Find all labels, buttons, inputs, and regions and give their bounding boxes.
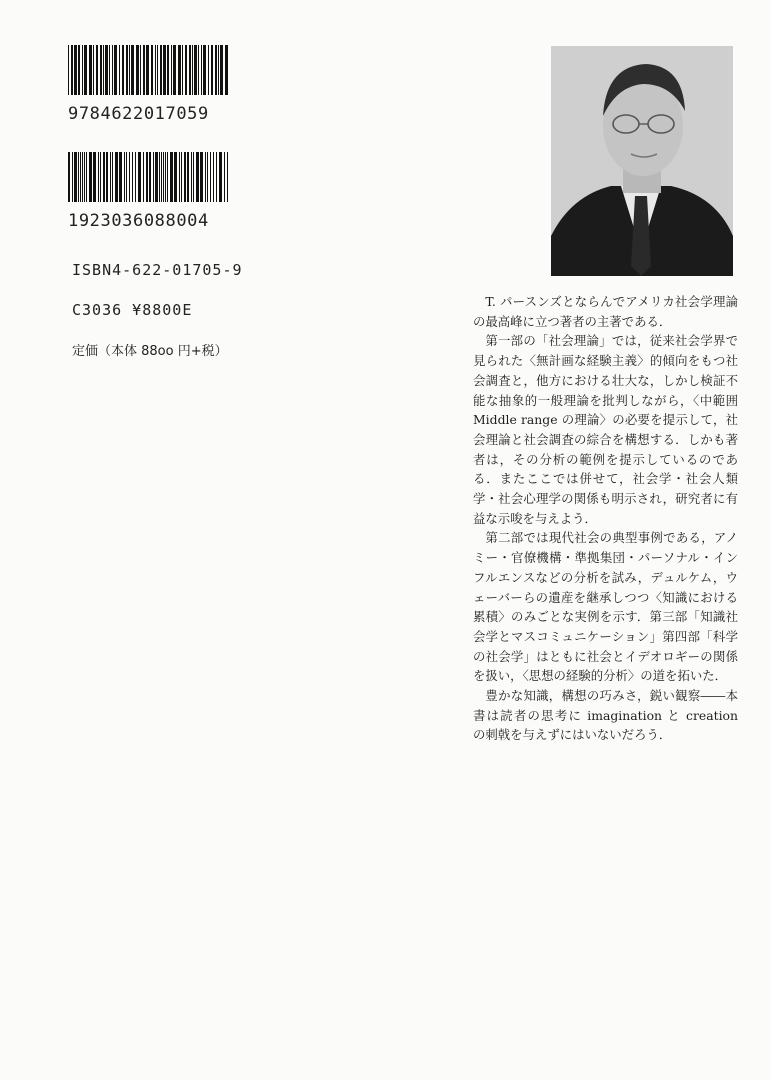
- barcode-bar: [182, 45, 183, 95]
- barcode-bar: [74, 152, 77, 202]
- barcode-bar: [192, 45, 193, 95]
- barcode-bar: [179, 152, 180, 202]
- barcode-bar: [124, 152, 125, 202]
- barcode-bar: [193, 152, 194, 202]
- barcode-bar: [220, 45, 223, 95]
- barcode-bar: [93, 45, 94, 95]
- author-portrait-photo: [551, 46, 733, 276]
- barcode-bar: [72, 152, 73, 202]
- barcode-bar: [112, 45, 113, 95]
- barcode-bar: [110, 152, 111, 202]
- barcode-bar: [149, 152, 151, 202]
- barcode-bar: [93, 152, 96, 202]
- barcode-bar: [165, 152, 166, 202]
- barcode-bar: [131, 45, 134, 95]
- price-barcode-number: 1923036088004: [68, 211, 209, 231]
- barcode-bar: [198, 45, 199, 95]
- barcode-bar: [208, 45, 209, 95]
- barcode-bar: [126, 152, 127, 202]
- barcode-bar: [135, 152, 136, 202]
- barcode-bar: [100, 45, 102, 95]
- barcode-bar: [167, 45, 169, 95]
- barcode-bar: [103, 45, 104, 95]
- barcode-bar: [126, 45, 128, 95]
- barcode-bar: [196, 152, 199, 202]
- barcode-bar: [205, 152, 206, 202]
- barcode-bar: [163, 45, 166, 95]
- barcode-bar: [112, 152, 113, 202]
- barcode-bar: [157, 45, 158, 95]
- barcode-bar: [114, 45, 117, 95]
- barcode-bar: [136, 45, 139, 95]
- description-paragraph-2: 第一部の「社会理論」では，従来社会学界で見られた〈無計画な経験主義〉的傾向をもつ社会調査と，他方における壮大な，しかし検証不能な抽象的一般理論を批判しながら，〈中範囲 Middle range の理論〉の必要を提示して，社会理論と社会調査の綜合を構想する．しかも著者は，その分析の範例を提示しているのである．またここでは併せて，社会学・社会人類学・社会心理学の関係も明示され，研究者に有益な示唆を与えよう．: [473, 333, 738, 526]
- barcode-bar: [140, 45, 141, 95]
- barcode-bar: [216, 152, 217, 202]
- barcode-bar: [82, 152, 83, 202]
- barcode-bar: [218, 45, 219, 95]
- barcode-bar: [119, 152, 122, 202]
- barcode-bar: [210, 152, 211, 202]
- barcode-bar: [225, 45, 228, 95]
- description-paragraph-3: 第二部では現代社会の典型事例である，アノミー・官僚機構・準拠集団・パーソナル・インフルエンスなどの分析を試み，デュルケム，ウェーバーらの遺産を継承しつつ〈知識における累積〉のみごとな実例を示す．第三部「知識社会学とマスコミュニケーション」第四部「科学の社会学」はともに社会とイデオロギーの関係を扱い，〈思想の経験的分析〉の道を拓いた．: [473, 530, 738, 684]
- barcode-bar: [187, 152, 189, 202]
- barcode-bar: [119, 45, 120, 95]
- barcode-bar: [174, 152, 177, 202]
- barcode-bar: [89, 45, 92, 95]
- barcode-bar: [161, 152, 162, 202]
- barcode-bar: [68, 152, 70, 202]
- barcode-bar: [82, 45, 83, 95]
- barcode-bar: [146, 152, 148, 202]
- barcode-bar: [184, 152, 186, 202]
- barcode-bar: [132, 152, 133, 202]
- barcode-bar: [224, 152, 225, 202]
- barcode-bar: [106, 152, 108, 202]
- barcode-bar: [155, 152, 158, 202]
- barcode-bar: [189, 45, 191, 95]
- barcode-bar: [143, 152, 144, 202]
- barcode-bar: [200, 152, 203, 202]
- barcode-bar: [160, 45, 162, 95]
- barcode-bar: [181, 152, 182, 202]
- barcode-bar: [78, 45, 80, 95]
- barcode-bar: [143, 45, 145, 95]
- barcode-bar: [173, 45, 176, 95]
- barcode-bar: [129, 152, 130, 202]
- barcode-bar: [78, 152, 79, 202]
- ean-barcode-number: 9784622017059: [68, 104, 209, 124]
- barcode-bar: [86, 152, 87, 202]
- barcode-bar: [155, 45, 156, 95]
- price-barcode: [68, 152, 228, 202]
- barcode-bar: [203, 45, 206, 95]
- barcode-bar: [219, 152, 222, 202]
- barcode-bar: [178, 45, 181, 95]
- barcode-bar: [80, 152, 81, 202]
- isbn-text: ISBN4-622-01705-9: [72, 261, 243, 279]
- barcode-bar: [68, 45, 69, 95]
- author-portrait-icon: [551, 46, 733, 276]
- barcode-bar: [105, 45, 108, 95]
- description-paragraph-1: T. パースンズとならんでアメリカ社会学理論の最高峰に立つ著者の主著である．: [473, 294, 738, 329]
- ean-barcode: [68, 45, 228, 95]
- barcode-bar: [167, 152, 168, 202]
- description-paragraph-4: 豊かな知識，構想の巧みさ，鋭い観察――本書は読者の思考に imagination と creation の刺戟を与えずにはいないだろう．: [473, 688, 738, 743]
- book-description: [473, 292, 738, 745]
- barcode-bar: [100, 152, 101, 202]
- barcode-bar: [163, 152, 164, 202]
- barcode-bar: [159, 152, 160, 202]
- barcode-bar: [151, 45, 153, 95]
- barcode-bar: [84, 152, 85, 202]
- barcode-bar: [103, 152, 105, 202]
- barcode-bar: [153, 152, 154, 202]
- barcode-bar: [84, 45, 87, 95]
- barcode-bar: [89, 152, 92, 202]
- price-text: 定価（本体 88oo 円+税）: [72, 344, 228, 359]
- barcode-bar: [171, 45, 172, 95]
- barcode-bar: [211, 45, 213, 95]
- barcode-bar: [96, 45, 98, 95]
- barcode-bar: [71, 45, 73, 95]
- barcode-bar: [138, 152, 141, 202]
- barcode-bar: [129, 45, 130, 95]
- barcode-bar: [194, 45, 197, 95]
- barcode-bar: [122, 45, 124, 95]
- barcode-bar: [146, 45, 149, 95]
- barcode-bar: [170, 152, 173, 202]
- barcode-bar: [185, 45, 187, 95]
- barcode-bar: [227, 152, 228, 202]
- barcode-bar: [74, 45, 77, 95]
- barcode-bar: [115, 152, 118, 202]
- barcode-bar: [191, 152, 192, 202]
- barcode-bar: [215, 45, 217, 95]
- barcode-bar: [213, 152, 214, 202]
- barcode-bar: [98, 152, 99, 202]
- barcode-bar: [207, 152, 208, 202]
- classification-code: C3036 ¥8800E: [72, 301, 193, 319]
- barcode-bar: [109, 45, 110, 95]
- barcode-bar: [201, 45, 202, 95]
